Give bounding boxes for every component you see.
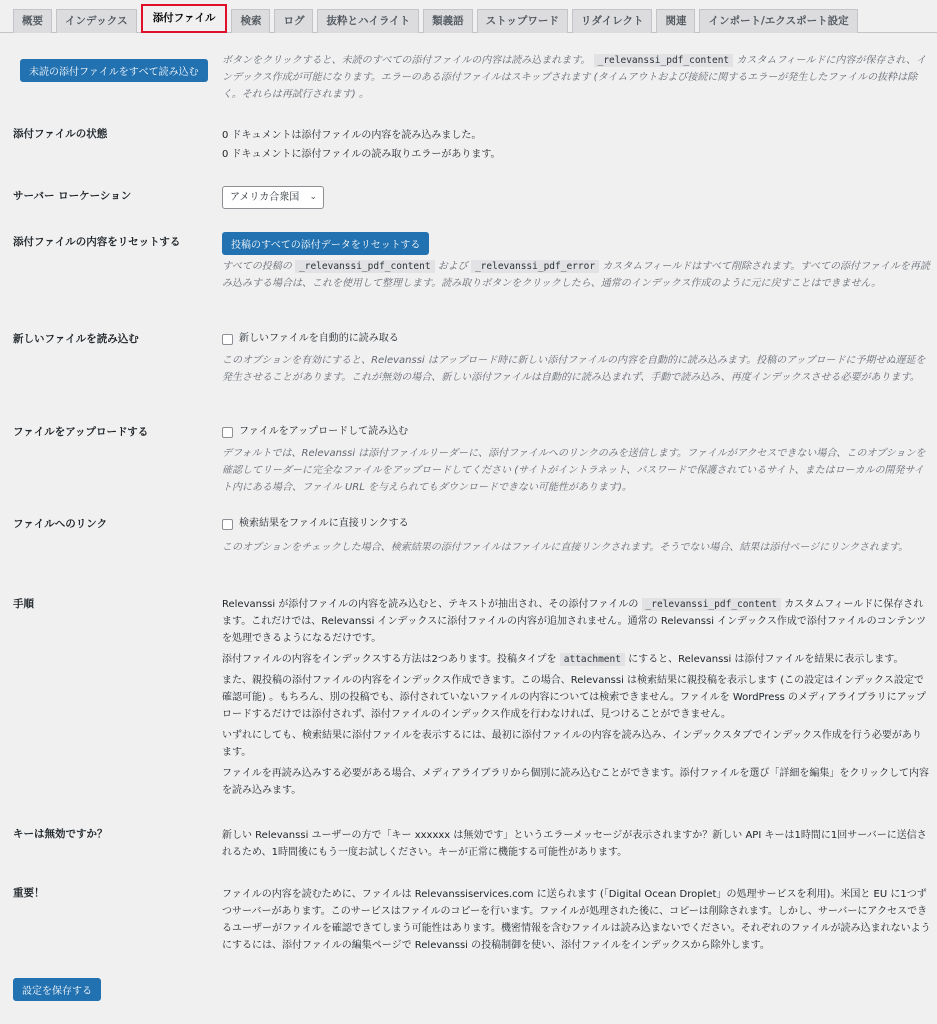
read-all-description: ボタンをクリックすると、未読のすべての添付ファイルの内容は読み込まれます。 _relevanssi_pdf_content カスタムフィールドに内容が保存され、インデックス作成が可能になります。エラーのある添付ファイルはスキップされます (タイムアウトおよび接続に関するエラーが発生したファイルの抜粋は除く。それらは再試行されます) 。: [222, 55, 926, 100]
pdf-content-code: _relevanssi_pdf_content: [642, 598, 782, 611]
tab-searching[interactable]: 検索: [231, 9, 270, 33]
upload-label: ファイルをアップロードする: [13, 426, 149, 438]
instructions-label: 手順: [13, 598, 34, 610]
instructions-paragraph: また、親投稿の添付ファイルの内容をインデックス作成できます。この場合、Relevanssi は検索結果に親投稿を表示します (この設定はインデックス設定で確認可能) 。もちろん、別の投稿でも、添付されていないファイルの内容については検索できません。ファイルを WordPress のメディアライブラリにアップロードするだけでは添付されず、添付ファイルのインデックス作成を行わなければ、見つけることができません。: [222, 675, 926, 720]
chevron-down-icon: ⌄: [309, 192, 317, 203]
tab-stopwords[interactable]: ストップワード: [477, 9, 568, 33]
status-label: 添付ファイルの状態: [13, 128, 108, 140]
status-read-count: 0 ドキュメントは添付ファイルの内容を読み込みました。: [222, 130, 482, 141]
attachment-code: attachment: [560, 653, 625, 666]
upload-row: [222, 424, 408, 440]
new-files-description: このオプションを有効にすると、Relevanssi はアップロード時に新しい添付ファイルの内容を自動的に読み込みます。投稿のアップロードに予期せぬ遅延を発生させることがあります。これが無効の場合、新しい添付ファイルは自動的に読み込まれず、手動で読み込み、再度インデックスさせる必要があります。: [222, 355, 926, 383]
status-error-count: 0 ドキュメントに添付ファイルの読み取りエラーがあります。: [222, 149, 501, 160]
key-invalid-label: キーは無効ですか？: [13, 828, 108, 840]
link-description: このオプションをチェックした場合、検索結果の添付ファイルはファイルに直接リンクされます。そうでない場合、結果は添付ページにリンクされます。: [222, 542, 909, 553]
server-location-select[interactable]: [222, 186, 324, 209]
instructions-paragraph: 添付ファイルの内容をインデックスする方法は2つあります。投稿タイプを attachment にすると、Relevanssi は添付ファイルを結果に表示します。: [222, 654, 904, 665]
reset-description: すべての投稿の _relevanssi_pdf_content および _relevanssi_pdf_error カスタムフィールドはすべて削除されます。すべての添付ファイルを再読み込みする場合は、これを使用して整理します。読み取りボタンをクリックしたら、通常のインデックス作成のように元に戻すことはできません。: [222, 261, 930, 289]
tab-overview[interactable]: 概要: [13, 9, 52, 33]
upload-checkbox-label[interactable]: ファイルをアップロードして読み込む: [239, 426, 409, 437]
upload-description: デフォルトでは、Relevanssi は添付ファイルリーダーに、添付ファイルへのリンクのみを送信します。ファイルがアクセスできない場合、このオプションを確認してリーダーに完全なファイルをアップロードしてください (サイトがイントラネット、パスワードで保護されているサイト、またはローカルの開発サイト内にある場合、ファイル URL を与えられてもダウンロードできない可能性があります)。: [222, 448, 926, 493]
key-invalid-text: 新しい Relevanssi ユーザーの方で「キー xxxxxx は無効です」というエラーメッセージが表示されますか？新しい API キーは1時間に1回サーバーに送信されるため、1時間後にもう一度お試しください。キーが正常に機能する可能性があります。: [222, 830, 927, 858]
important-label: 重要！: [13, 887, 45, 899]
tab-redirects[interactable]: リダイレクト: [572, 9, 653, 33]
tab-import-export[interactable]: インポート/エクスポート設定: [699, 9, 857, 33]
tab-related[interactable]: 関連: [656, 9, 695, 33]
tab-excerpts[interactable]: 抜粋とハイライト: [317, 9, 419, 33]
auto-read-checkbox-label[interactable]: 新しいファイルを自動的に読み取る: [239, 333, 399, 344]
instructions-text: [222, 596, 931, 803]
tab-indexing[interactable]: インデックス: [56, 9, 137, 33]
direct-link-checkbox-label[interactable]: 検索結果をファイルに直接リンクする: [239, 518, 409, 529]
read-all-attachments-button[interactable]: 未読の添付ファイルをすべて読み込む: [20, 59, 208, 82]
auto-read-row: [222, 331, 399, 347]
upload-checkbox[interactable]: [222, 427, 233, 438]
tab-attachments[interactable]: 添付ファイル: [141, 4, 228, 33]
important-text: ファイルの内容を読むために、ファイルは Relevanssiservices.com に送られます (「Digital Ocean Droplet」の処理サービスを利用)。米国と EU に1つずつサーバーがあります。このサービスはファイルのコピーを行います。ファイルが処理された後に、コピーは削除されます。しかし、サーバーにアクセスできるユーザーがファイルを確認できてしまう可能性はあります。機密情報を含むファイルは読み込まないでください。それぞれのファイルが読み込まれないようにするには、添付ファイルの編集ページで Relevanssi の投稿制御を使い、添付ファイルをインデックスから除外します。: [222, 889, 931, 951]
link-label: ファイルへのリンク: [13, 518, 108, 530]
tab-logging[interactable]: ログ: [274, 9, 313, 33]
new-files-label: 新しいファイルを読み込む: [13, 333, 139, 345]
settings-tabs: [13, 5, 937, 33]
server-location-label: サーバー ローケーション: [13, 190, 132, 202]
reset-label: 添付ファイルの内容をリセットする: [13, 236, 181, 248]
direct-link-row: [222, 516, 409, 532]
instructions-paragraph: Relevanssi が添付ファイルの内容を読み込むと、テキストが抽出され、その添付ファイルの _relevanssi_pdf_content カスタムフィールドに保存されます。これだけでは、Relevanssi インデックスに添付ファイルの内容が追加されません。通常の Relevanssi インデックス作成で添付ファイルのコンテンツを処理できるようになるだけです。: [222, 599, 927, 644]
pdf-content-code: _relevanssi_pdf_content: [295, 260, 435, 273]
instructions-paragraph: いずれにしても、検索結果に添付ファイルを表示するには、最初に添付ファイルの内容を読み込み、インデックスタブでインデックス作成を行う必要があります。: [222, 730, 922, 758]
pdf-content-code: _relevanssi_pdf_content: [594, 54, 734, 67]
instructions-paragraph: ファイルを再読み込みする必要がある場合、メディアライブラリから個別に読み込むことができます。添付ファイルを選び「詳細を編集」をクリックして内容を読み込みます。: [222, 768, 929, 796]
tab-synonyms[interactable]: 類義語: [423, 9, 473, 33]
pdf-error-code: _relevanssi_pdf_error: [471, 260, 599, 273]
direct-link-checkbox[interactable]: [222, 519, 233, 530]
reset-attachment-data-button[interactable]: 投稿のすべての添付データをリセットする: [222, 232, 429, 255]
save-settings-button[interactable]: 設定を保存する: [13, 978, 101, 1001]
server-location-value: アメリカ合衆国: [230, 191, 300, 203]
auto-read-checkbox[interactable]: [222, 334, 233, 345]
